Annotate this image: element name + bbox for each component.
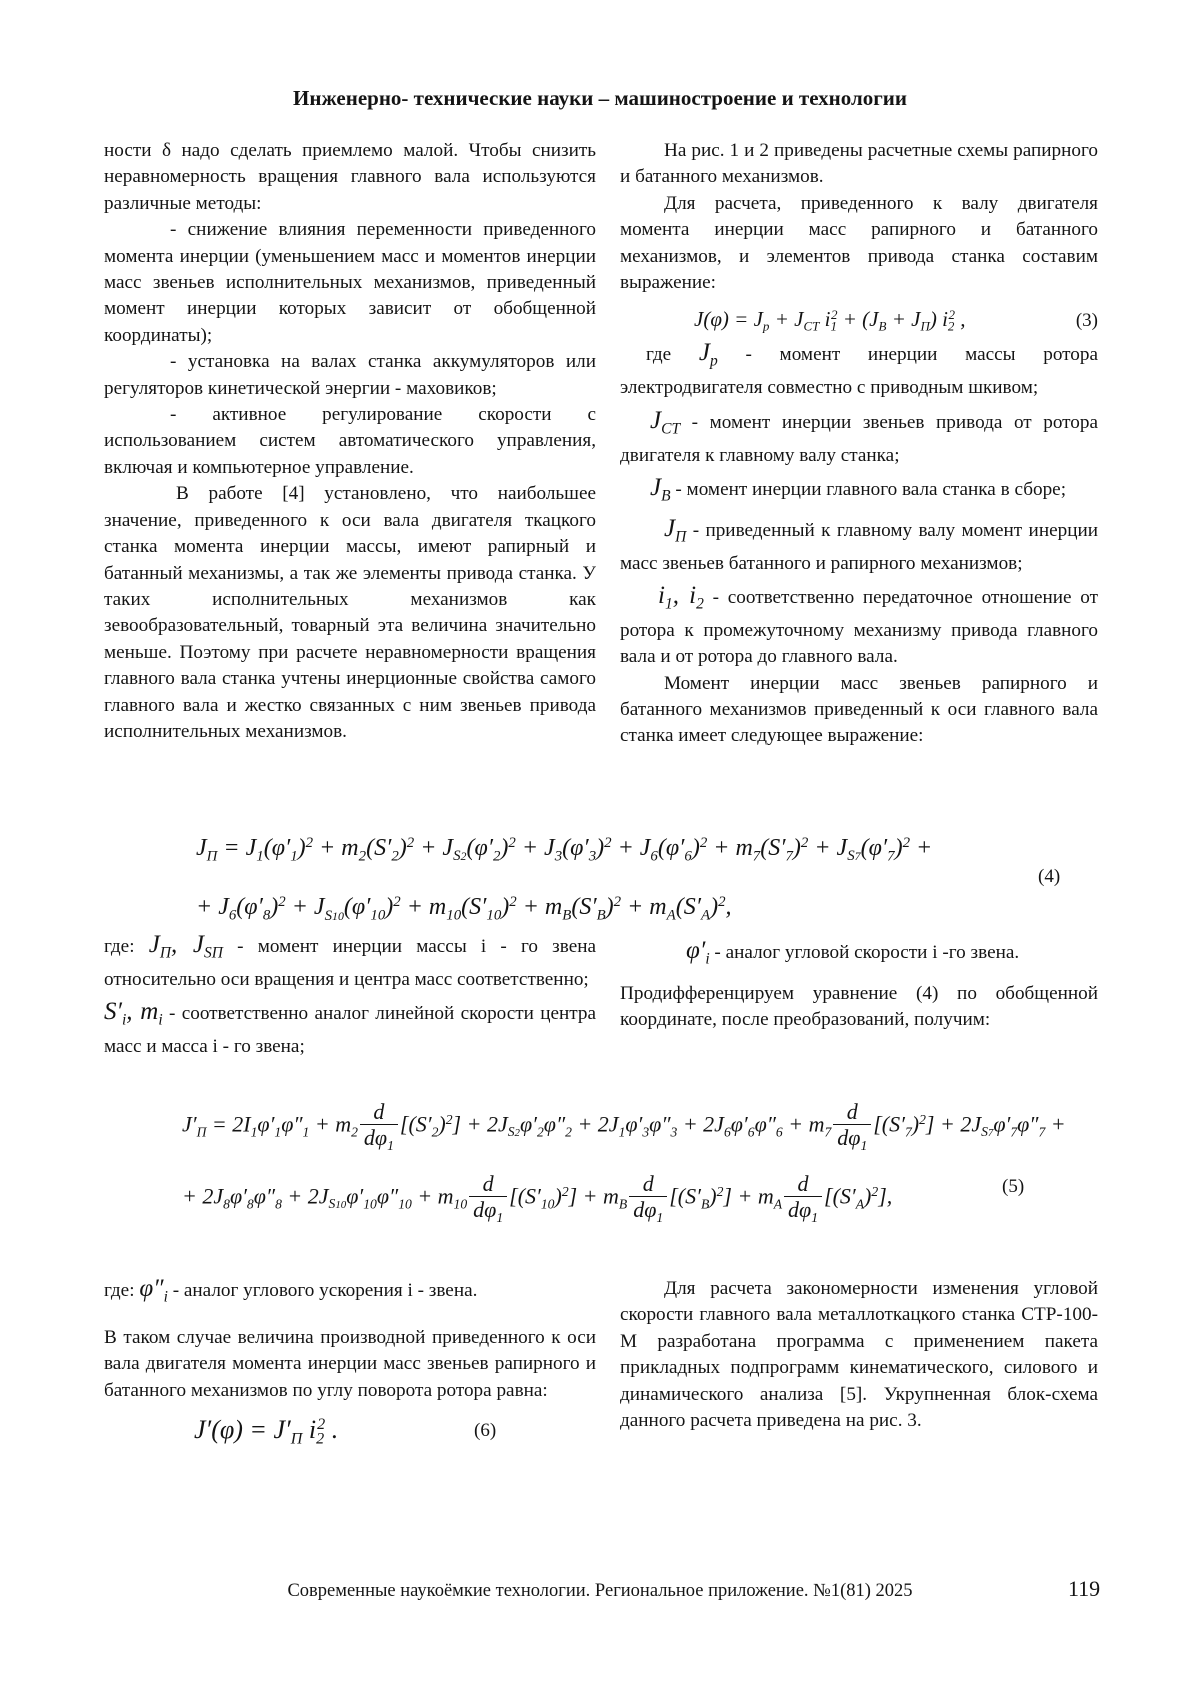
paragraph: Продифференцируем уравнение (4) по обобщенной координате, после преобразований, получим: [620, 982, 1098, 1031]
equation-number: (3) [1075, 310, 1098, 332]
symbol-s-m: $S'_i$, $m_i$ [104, 998, 163, 1029]
equation-3: $J(\varphi) = J_p + J_{CT}$ $i_1^2 + (J_B + J_П)$ $i_2^2$ , (3) [694, 307, 1098, 335]
right-column-middle [620, 938, 1098, 1034]
symbol-jct: $J_{CT}$ [650, 406, 681, 438]
paragraph: Момент инерции масс звеньев рапирного и батанного механизмов приведенный к оси главного вала станка имеет следующее выражение: [620, 672, 1098, 747]
page-number: 119 [1068, 1576, 1101, 1601]
left-column-middle [104, 932, 596, 1060]
equation-5: $J'_П = 2I_1\varphi'_1\varphi''_1 + m_2$ $\frac{d}{d\varphi_1}$ $[(S'_2)^2] + 2J_{S2}\varphi'_2\varphi''_2 + 2J_1\varphi'_3\varphi''_3 + 2J_6\varphi'_6\varphi''_6 + m_7$ $\frac{d}{d\varphi_1}$ $[(S'_7)^2] + 2J_{S7}\varphi'_7\varphi''_7$ + + $2J_8\varphi'_8\varphi''_8 + 2J_{S10}\varphi'_{10}\varphi''_{10} + m_{10}$ $\frac{d}{d\varphi_1}$ $[(S'_{10})^2] + m_B$ $\frac{d}{d\varphi_1}$ $[(S'_B)^2] + m_A$ $\frac{d}{d\varphi_1}$ $[(S'_A)^2]$, [182, 1099, 1066, 1225]
definition: - момент инерции главного вала станка в сборе; [675, 478, 1067, 500]
equation-4: $J_П = J_1(\varphi'_1)^2 + m_2(S'_2)^2 + J_{S2}(\varphi'_2)^2 + J_3(\varphi'_3)^2 + J_6(\varphi'_6)^2 + m_7(S'_7)^2 + J_{S7}(\varphi'_7)^2$ + + $J_6(\varphi'_8)^2 + J_{S10}(\varphi'_{10})^2 + m_{10}(S'_{10})^2 + m_B(S'_B)^2 + m_A(S'_A)^2$, [196, 835, 933, 924]
symbol-jp: $J_p$ [698, 339, 718, 370]
paragraph: Для расчета, приведенного к валу двигателя момента инерции масс рапирного и батанного механизмов, и элементов привода станка составим выражение: [620, 192, 1098, 294]
where-label: где [646, 344, 672, 366]
list-item: - установка на валах станка аккумуляторов или регуляторов кинетической энергии - маховиков; [104, 351, 596, 399]
equation-number: (6) [474, 1420, 497, 1442]
where-label: где: [104, 936, 135, 957]
list-item: - снижение влияния переменности приведенного момента инерции (уменьшением масс и моментов инерции масс звеньев исполнительных механизмов, приведенный момент инерции которых зависит от обобщенной координаты); [104, 219, 596, 346]
definition: - соответственно передаточное отношение от ротора к промежуточному механизму привода главного вала и от ротора до главного вала. [620, 586, 1098, 668]
left-column-top [104, 138, 596, 745]
paragraph: В таком случае величина производной приведенного к оси вала двигателя момента инерции масс звеньев рапирного и батанного механизмов по углу поворота ротора равна: [104, 1326, 596, 1401]
definition: - момент инерции массы i - го звена относительно оси вращения и центра масс соответственно; [104, 936, 596, 990]
paragraph: В работе [4] установлено, что наибольшее значение, приведенного к оси вала двигателя ткацкого станка момента инерции массы, имеют рапирный и батанный механизмы, а так же элементы привода станка. У таких исполнительных механизмов как зевообразовательный, товарный эта величина значительно меньше. Поэтому при расчете неравномерности вращения главного вала станка учтены инерционные свойства самого главного вала и жестко связанных с ним звеньев привода исполнительных механизмов. [104, 483, 596, 742]
symbol-phi-double-prime: $\varphi''_i$ [139, 1275, 168, 1306]
symbol-jb: $J_B$ [650, 473, 671, 505]
definition: - приведенный к главному валу момент инерции масс звеньев батанного и рапирного механизмов; [620, 519, 1098, 574]
left-column-bottom [104, 1276, 596, 1454]
running-header: Инженерно- технические науки – машиностроение и технологии [293, 86, 907, 110]
definition: - аналог углового ускорения i - звена. [172, 1280, 478, 1301]
definition: - соответственно аналог линейной скорости центра масс и масса i - го звена; [104, 1003, 596, 1058]
symbol-jpi: $J_П$ [664, 514, 687, 546]
right-column-bottom [620, 1276, 1098, 1434]
equation-6: $J'(\varphi) = J'_П$ $i_2^2$ . (6) [194, 1414, 497, 1448]
equation-number: (4) [1038, 866, 1061, 887]
paragraph: На рис. 1 и 2 приведены расчетные схемы рапирного и батанного механизмов. [620, 140, 1098, 188]
right-column-top [620, 138, 1098, 750]
definition: - момент инерции звеньев привода от ротора двигателя к главному валу станка; [620, 411, 1098, 466]
paragraph: Для расчета закономерности изменения угловой скорости главного вала металлоткацкого станка СТР-100-М разработана программа с применением пакета прикладных подпрограмм кинематического, силового и динамического анализа [5]. Укрупненная блок-схема данного расчета приведена на рис. 3. [620, 1278, 1098, 1432]
definition: - момент инерции массы ротора электродвигателя совместно с приводным шкивом; [620, 344, 1099, 399]
paragraph: ности δ надо сделать приемлемо малой. Чтобы снизить неравномерность вращения главного вала используются различные методы: [104, 140, 596, 214]
symbol-j-js: $J_П$, $J_{SП}$ [148, 931, 223, 962]
journal-footer: Современные наукоёмкие технологии. Региональное приложение. №1(81) 2025 [287, 1581, 913, 1601]
equation-number: (5) [1002, 1176, 1025, 1197]
list-item: - активное регулирование скорости с использованием систем автоматического управления, включая и компьютерное управление. [104, 404, 596, 478]
definition: - аналог угловой скорости i -го звена. [714, 942, 1020, 963]
where-label: где: [104, 1280, 135, 1301]
symbol-i1-i2: $i_1$, $i_2$ [658, 581, 704, 613]
symbol-phi-prime: $\varphi'_i$ [686, 937, 710, 968]
